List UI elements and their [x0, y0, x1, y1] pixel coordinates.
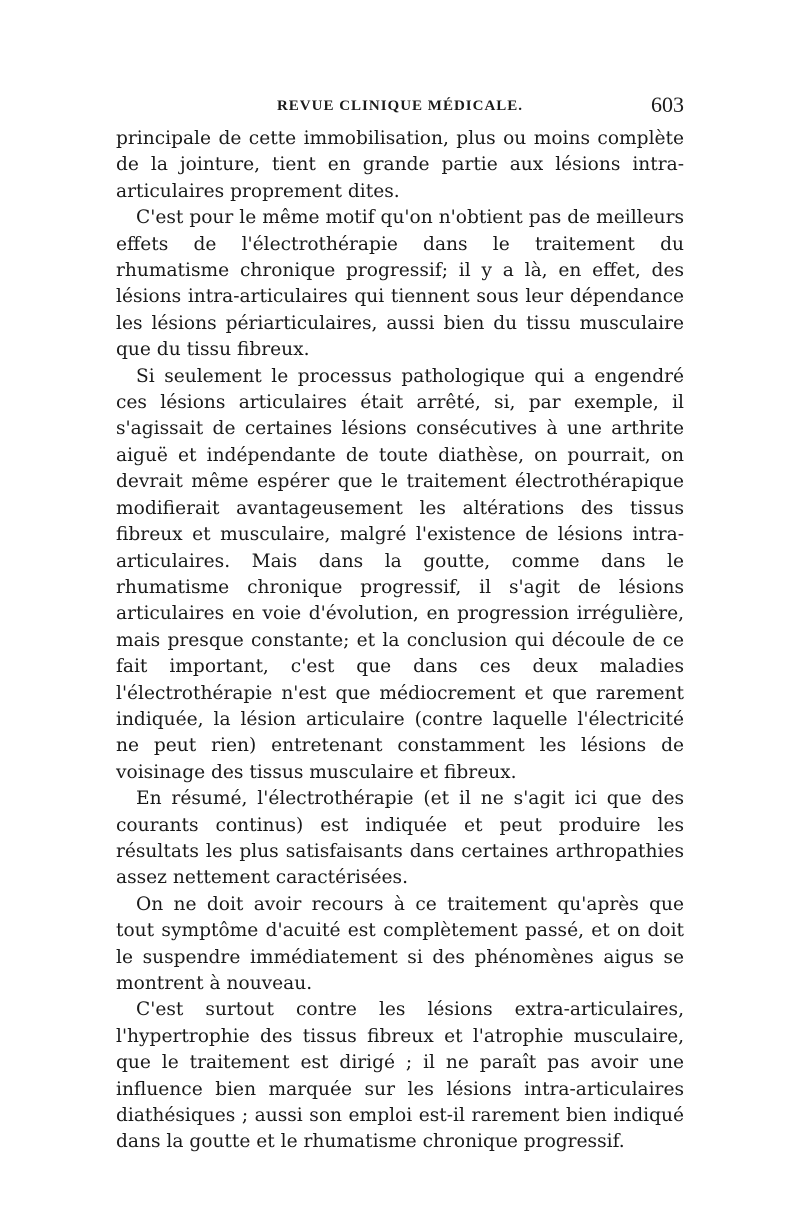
- paragraph: En résumé, l'électrothérapie (et il ne s'agit ici que des courants continus) est indiquée et peut produire les résultats les plus satisfaisants dans certaines arthropathies assez nettement caractérisées.: [116, 788, 684, 889]
- paragraph: C'est surtout contre les lésions extra-articulaires, l'hypertrophie des tissus fibreux et l'atrophie musculaire, que le traitement est dirigé ; il ne paraît pas avoir une influence bien marquée sur les lésions intra-articulaires diathésiques ; aussi son emploi est-il rarement bien indiqué dans la goutte et le rhumatisme chronique progressif.: [116, 999, 684, 1153]
- body-text: [116, 126, 684, 1156]
- paragraph: principale de cette immobilisation, plus ou moins complète de la jointure, tient en grande partie aux lésions intra-articulaires proprement dites.: [116, 128, 684, 202]
- running-title: REVUE CLINIQUE MÉDICALE.: [276, 98, 524, 114]
- page-number: 603: [651, 92, 684, 117]
- paragraph: C'est pour le même motif qu'on n'obtient pas de meilleurs effets de l'électrothérapie dans le traitement du rhumatisme chronique progressif; il y a là, en effet, des lésions intra-articulaires qui tiennent sous leur dépendance les lésions périarticulaires, aussi bien du tissu musculaire que du tissu fibreux.: [116, 207, 684, 361]
- document-page: [116, 92, 684, 1156]
- paragraph: On ne doit avoir recours à ce traitement qu'après que tout symptôme d'acuité est complètement passé, et on doit le suspendre immédiatement si des phénomènes aigus se montrent à nouveau.: [116, 893, 684, 994]
- paragraph: Si seulement le processus pathologique qui a engendré ces lésions articulaires était arrêté, si, par exemple, il s'agissait de certaines lésions consécutives à une arthrite aiguë et indépendante de toute diathèse, on pourrait, on devrait même espérer que le traitement électrothérapique modifierait avantageusement les altérations des tissus fibreux et musculaire, malgré l'existence de lésions intra-articulaires. Mais dans la goutte, comme dans le rhumatisme chronique progressif, il s'agit de lésions articulaires en voie d'évolution, en progression irrégulière, mais presque constante; et la conclusion qui découle de ce fait important, c'est que dans ces deux maladies l'électrothérapie n'est que médiocrement et que rarement indiquée, la lésion articulaire (contre laquelle l'électricité ne peut rien) entretenant constamment les lésions de voisinage des tissus musculaire et fibreux.: [116, 365, 684, 783]
- running-head: [116, 92, 684, 120]
